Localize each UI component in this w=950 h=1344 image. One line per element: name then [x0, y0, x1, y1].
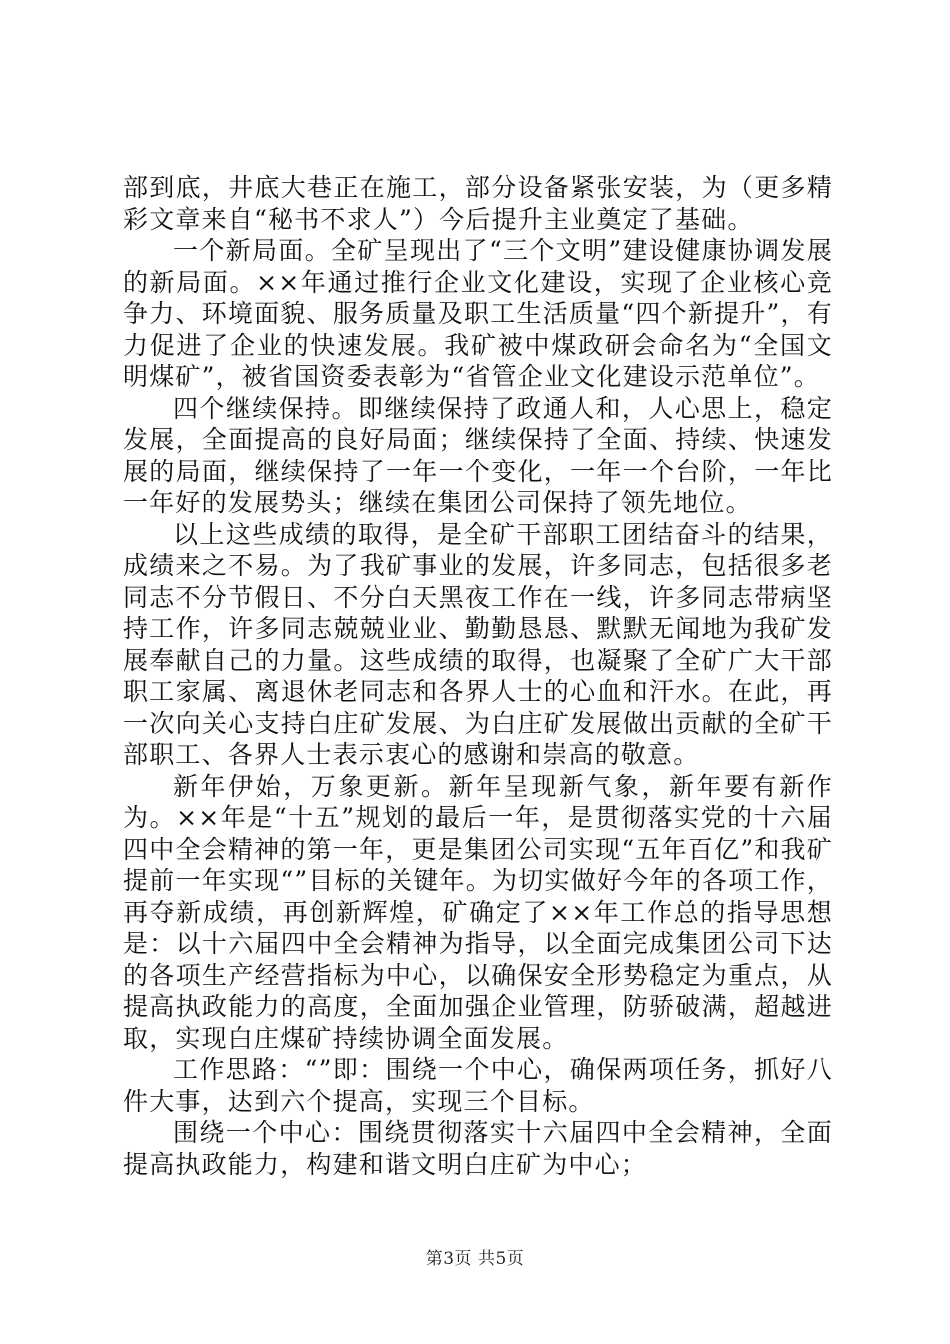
paragraph: 部到底，井底大巷正在施工，部分设备紧张安装，为（更多精彩文章来自“秘书不求人”）今后提升主业奠定了基础。 — [123, 173, 833, 234]
paragraph: 新年伊始，万象更新。新年呈现新气象，新年要有新作为。××年是“十五”规划的最后一年，是贯彻落实党的十六届四中全会精神的第一年，更是集团公司实现“五年百亿”和我矿提前一年实现“”目标的关键年。为切实做好今年的各项工作，再夺新成绩，再创新辉煌，矿确定了××年工作总的指导思想是：以十六届四中全会精神为指导，以全面完成集团公司下达的各项生产经营指标为中心，以确保安全形势稳定为重点，从提高执政能力的高度，全面加强企业管理，防骄破满，超越进取，实现白庄煤矿持续协调全面发展。 — [123, 771, 833, 1053]
paragraph: 四个继续保持。即继续保持了政通人和，人心思上，稳定发展，全面提高的良好局面；继续保持了全面、持续、快速发展的局面，继续保持了一年一个变化，一年一个台阶，一年比一年好的发展势头；继续在集团公司保持了领先地位。 — [123, 393, 833, 517]
paragraph: 以上这些成绩的取得，是全矿干部职工团结奋斗的结果，成绩来之不易。为了我矿事业的发展，许多同志，包括很多老同志不分节假日、不分白天黑夜工作在一线，许多同志带病坚持工作，许多同志兢兢业业、勤勤恳恳、默默无闻地为我矿发展奉献自己的力量。这些成绩的取得，也凝聚了全矿广大干部职工家属、离退休老同志和各界人士的心血和汗水。在此，再一次向关心支持白庄矿发展、为白庄矿发展做出贡献的全矿干部职工、各界人士表示衷心的感谢和崇高的敬意。 — [123, 519, 833, 769]
page-footer: 第3页 共5页 — [425, 1249, 525, 1269]
document-body — [123, 172, 833, 1180]
paragraph: 工作思路：“”即：围绕一个中心，确保两项任务，抓好八件大事，达到六个提高，实现三个目标。 — [123, 1055, 833, 1116]
paragraph: 一个新局面。全矿呈现出了“三个文明”建设健康协调发展的新局面。××年通过推行企业文化建设，实现了企业核心竞争力、环境面貌、服务质量及职工生活质量“四个新提升”，有力促进了企业的快速发展。我矿被中煤政研会命名为“全国文明煤矿”，被省国资委表彰为“省管企业文化建设示范单位”。 — [123, 236, 833, 391]
paragraph: 围绕一个中心：围绕贯彻落实十六届四中全会精神，全面提高执政能力，构建和谐文明白庄矿为中心； — [123, 1118, 833, 1179]
